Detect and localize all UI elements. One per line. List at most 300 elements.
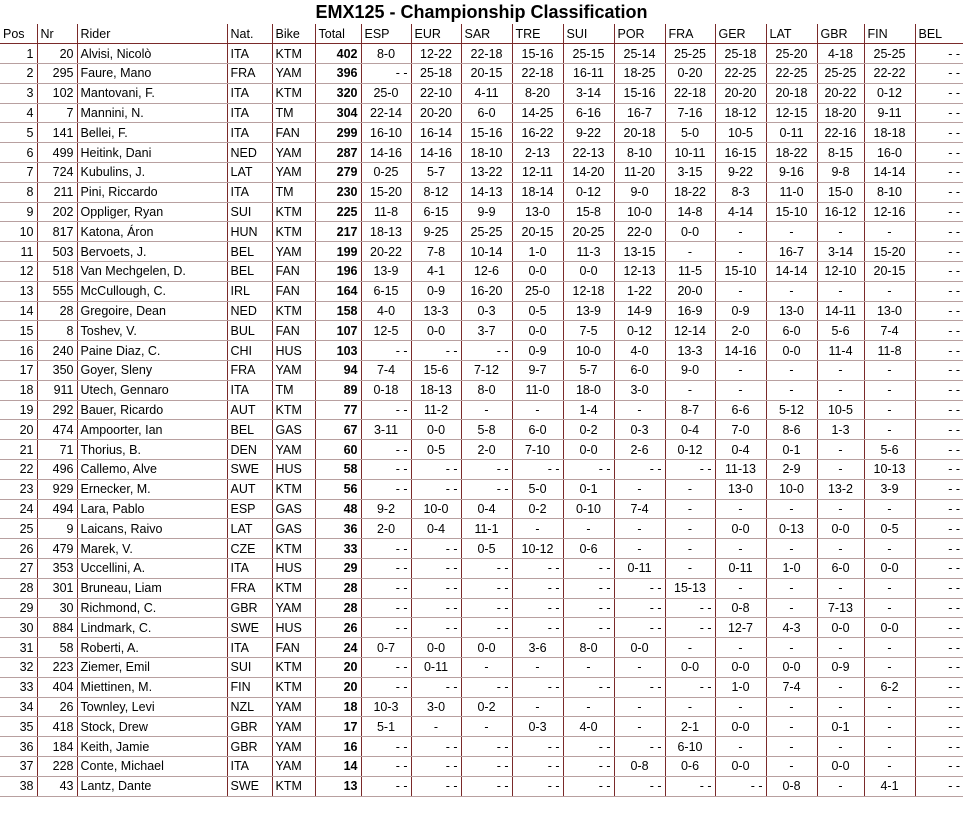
- result-cell-bel: - -: [915, 202, 963, 222]
- result-cell-por: 20-18: [614, 123, 665, 143]
- result-cell-ger: 2-0: [715, 321, 766, 341]
- result-cell-ger: -: [715, 281, 766, 301]
- result-cell-bel: - -: [915, 479, 963, 499]
- result-cell-sui: 9-22: [563, 123, 614, 143]
- result-cell-eur: - -: [411, 618, 461, 638]
- bike-cell: FAN: [272, 321, 315, 341]
- result-cell-bel: - -: [915, 618, 963, 638]
- result-cell-fin: -: [864, 717, 915, 737]
- result-cell-fra: 14-8: [665, 202, 715, 222]
- column-header-eur: EUR: [411, 24, 461, 44]
- column-header-gbr: GBR: [817, 24, 864, 44]
- result-cell-fin: -: [864, 222, 915, 242]
- column-header-bel: BEL: [915, 24, 963, 44]
- bike-cell: KTM: [272, 578, 315, 598]
- result-cell-bel: - -: [915, 64, 963, 84]
- table-row: [0, 420, 963, 440]
- number-cell: 7: [37, 103, 77, 123]
- result-cell-por: 6-0: [614, 361, 665, 381]
- table-row: [0, 262, 963, 282]
- bike-cell: TM: [272, 103, 315, 123]
- nationality-cell: LAT: [227, 519, 272, 539]
- nationality-cell: NED: [227, 143, 272, 163]
- result-cell-por: 22-0: [614, 222, 665, 242]
- result-cell-gbr: 6-0: [817, 559, 864, 579]
- result-cell-fin: 11-8: [864, 341, 915, 361]
- result-cell-ger: -: [715, 539, 766, 559]
- result-cell-por: -: [614, 400, 665, 420]
- result-cell-fra: 20-0: [665, 281, 715, 301]
- total-cell: 28: [315, 598, 361, 618]
- result-cell-eur: 0-11: [411, 658, 461, 678]
- column-header-fin: FIN: [864, 24, 915, 44]
- number-cell: 911: [37, 380, 77, 400]
- nationality-cell: NZL: [227, 697, 272, 717]
- result-cell-sar: - -: [461, 341, 512, 361]
- rider-cell: Bauer, Ricardo: [77, 400, 227, 420]
- bike-cell: FAN: [272, 281, 315, 301]
- result-cell-tre: 2-13: [512, 143, 563, 163]
- result-cell-ger: 25-18: [715, 44, 766, 64]
- position-cell: 14: [0, 301, 37, 321]
- result-cell-eur: 6-15: [411, 202, 461, 222]
- position-cell: 20: [0, 420, 37, 440]
- result-cell-gbr: -: [817, 361, 864, 381]
- table-row: [0, 44, 963, 64]
- result-cell-tre: - -: [512, 559, 563, 579]
- result-cell-sui: 14-20: [563, 163, 614, 183]
- position-cell: 27: [0, 559, 37, 579]
- result-cell-esp: - -: [361, 677, 411, 697]
- result-cell-esp: 16-10: [361, 123, 411, 143]
- result-cell-ger: 1-0: [715, 677, 766, 697]
- result-cell-lat: -: [766, 697, 817, 717]
- table-row: [0, 400, 963, 420]
- position-cell: 15: [0, 321, 37, 341]
- result-cell-ger: 22-25: [715, 64, 766, 84]
- result-cell-eur: 0-0: [411, 321, 461, 341]
- result-cell-ger: 18-12: [715, 103, 766, 123]
- result-cell-sar: - -: [461, 598, 512, 618]
- nationality-cell: GBR: [227, 598, 272, 618]
- result-cell-lat: -: [766, 717, 817, 737]
- bike-cell: KTM: [272, 776, 315, 796]
- bike-cell: HUS: [272, 460, 315, 480]
- result-cell-lat: 2-9: [766, 460, 817, 480]
- result-cell-ger: -: [715, 380, 766, 400]
- result-cell-eur: 20-20: [411, 103, 461, 123]
- position-cell: 4: [0, 103, 37, 123]
- result-cell-fin: 16-0: [864, 143, 915, 163]
- number-cell: 418: [37, 717, 77, 737]
- number-cell: 499: [37, 143, 77, 163]
- result-cell-esp: 3-11: [361, 420, 411, 440]
- number-cell: 479: [37, 539, 77, 559]
- nationality-cell: FIN: [227, 677, 272, 697]
- result-cell-tre: 11-0: [512, 380, 563, 400]
- result-cell-fin: -: [864, 658, 915, 678]
- result-cell-sar: - -: [461, 618, 512, 638]
- table-row: [0, 519, 963, 539]
- number-cell: 30: [37, 598, 77, 618]
- result-cell-lat: -: [766, 222, 817, 242]
- result-cell-eur: 22-10: [411, 83, 461, 103]
- result-cell-ger: -: [715, 737, 766, 757]
- result-cell-sar: - -: [461, 677, 512, 697]
- result-cell-tre: 15-16: [512, 44, 563, 64]
- number-cell: 929: [37, 479, 77, 499]
- result-cell-tre: 12-11: [512, 163, 563, 183]
- result-cell-sar: 16-20: [461, 281, 512, 301]
- result-cell-esp: - -: [361, 618, 411, 638]
- result-cell-tre: 6-0: [512, 420, 563, 440]
- result-cell-gbr: -: [817, 499, 864, 519]
- nationality-cell: ITA: [227, 123, 272, 143]
- result-cell-bel: - -: [915, 598, 963, 618]
- result-cell-bel: - -: [915, 776, 963, 796]
- result-cell-gbr: 18-20: [817, 103, 864, 123]
- result-cell-fin: 25-25: [864, 44, 915, 64]
- result-cell-ger: 15-10: [715, 262, 766, 282]
- table-row: [0, 598, 963, 618]
- nationality-cell: BEL: [227, 420, 272, 440]
- result-cell-fra: 0-6: [665, 756, 715, 776]
- result-cell-sar: - -: [461, 479, 512, 499]
- rider-cell: Roberti, A.: [77, 638, 227, 658]
- result-cell-esp: 11-8: [361, 202, 411, 222]
- result-cell-eur: 0-4: [411, 519, 461, 539]
- result-cell-esp: - -: [361, 756, 411, 776]
- position-cell: 18: [0, 380, 37, 400]
- number-cell: 494: [37, 499, 77, 519]
- rider-cell: Heitink, Dani: [77, 143, 227, 163]
- result-cell-tre: 1-0: [512, 242, 563, 262]
- result-cell-gbr: 0-1: [817, 717, 864, 737]
- position-cell: 30: [0, 618, 37, 638]
- result-cell-por: 15-16: [614, 83, 665, 103]
- result-cell-fin: 0-12: [864, 83, 915, 103]
- nationality-cell: IRL: [227, 281, 272, 301]
- result-cell-por: 14-9: [614, 301, 665, 321]
- result-cell-esp: 0-18: [361, 380, 411, 400]
- result-cell-fin: 20-15: [864, 262, 915, 282]
- result-cell-tre: 14-25: [512, 103, 563, 123]
- bike-cell: YAM: [272, 697, 315, 717]
- result-cell-lat: 14-14: [766, 262, 817, 282]
- result-cell-fra: 6-10: [665, 737, 715, 757]
- result-cell-esp: 22-14: [361, 103, 411, 123]
- rider-cell: Richmond, C.: [77, 598, 227, 618]
- number-cell: 301: [37, 578, 77, 598]
- number-cell: 9: [37, 519, 77, 539]
- result-cell-fra: -: [665, 638, 715, 658]
- total-cell: 33: [315, 539, 361, 559]
- result-cell-gbr: 14-11: [817, 301, 864, 321]
- result-cell-lat: -: [766, 380, 817, 400]
- result-cell-fin: 0-0: [864, 559, 915, 579]
- result-cell-lat: -: [766, 756, 817, 776]
- result-cell-fra: 3-15: [665, 163, 715, 183]
- total-cell: 94: [315, 361, 361, 381]
- result-cell-gbr: -: [817, 776, 864, 796]
- result-cell-lat: 15-10: [766, 202, 817, 222]
- result-cell-tre: - -: [512, 598, 563, 618]
- result-cell-fra: - -: [665, 598, 715, 618]
- bike-cell: GAS: [272, 519, 315, 539]
- number-cell: 724: [37, 163, 77, 183]
- result-cell-sar: 0-5: [461, 539, 512, 559]
- result-cell-eur: 5-7: [411, 163, 461, 183]
- rider-cell: Keith, Jamie: [77, 737, 227, 757]
- result-cell-tre: 10-12: [512, 539, 563, 559]
- result-cell-tre: 7-10: [512, 440, 563, 460]
- table-row: [0, 499, 963, 519]
- position-cell: 26: [0, 539, 37, 559]
- number-cell: 202: [37, 202, 77, 222]
- result-cell-fin: -: [864, 697, 915, 717]
- result-cell-fin: -: [864, 400, 915, 420]
- result-cell-eur: 9-25: [411, 222, 461, 242]
- position-cell: 25: [0, 519, 37, 539]
- number-cell: 817: [37, 222, 77, 242]
- rider-cell: Faure, Mano: [77, 64, 227, 84]
- result-cell-por: 13-15: [614, 242, 665, 262]
- result-cell-lat: -: [766, 638, 817, 658]
- result-cell-sui: 10-0: [563, 341, 614, 361]
- result-cell-sar: 0-0: [461, 638, 512, 658]
- total-cell: 16: [315, 737, 361, 757]
- result-cell-por: -: [614, 697, 665, 717]
- result-cell-esp: 10-3: [361, 697, 411, 717]
- nationality-cell: ITA: [227, 44, 272, 64]
- result-cell-sui: - -: [563, 737, 614, 757]
- result-cell-esp: - -: [361, 578, 411, 598]
- rider-cell: Lindmark, C.: [77, 618, 227, 638]
- bike-cell: FAN: [272, 123, 315, 143]
- result-cell-esp: - -: [361, 479, 411, 499]
- rider-cell: Ziemer, Emil: [77, 658, 227, 678]
- result-cell-tre: - -: [512, 737, 563, 757]
- nationality-cell: FRA: [227, 578, 272, 598]
- result-cell-por: 18-25: [614, 64, 665, 84]
- result-cell-bel: - -: [915, 499, 963, 519]
- result-cell-esp: - -: [361, 460, 411, 480]
- total-cell: 304: [315, 103, 361, 123]
- result-cell-fra: -: [665, 380, 715, 400]
- number-cell: 71: [37, 440, 77, 460]
- table-row: [0, 776, 963, 796]
- result-cell-sui: 20-25: [563, 222, 614, 242]
- result-cell-fra: - -: [665, 677, 715, 697]
- result-cell-sar: - -: [461, 776, 512, 796]
- result-cell-gbr: 4-18: [817, 44, 864, 64]
- result-cell-tre: 8-20: [512, 83, 563, 103]
- nationality-cell: DEN: [227, 440, 272, 460]
- nationality-cell: SWE: [227, 618, 272, 638]
- result-cell-fin: -: [864, 756, 915, 776]
- result-cell-gbr: 12-10: [817, 262, 864, 282]
- result-cell-por: 1-22: [614, 281, 665, 301]
- result-cell-fin: -: [864, 281, 915, 301]
- result-cell-bel: - -: [915, 361, 963, 381]
- result-cell-por: -: [614, 479, 665, 499]
- nationality-cell: NED: [227, 301, 272, 321]
- result-cell-sui: 4-0: [563, 717, 614, 737]
- result-cell-bel: - -: [915, 321, 963, 341]
- total-cell: 56: [315, 479, 361, 499]
- result-cell-eur: 7-8: [411, 242, 461, 262]
- result-cell-sar: - -: [461, 578, 512, 598]
- nationality-cell: ITA: [227, 103, 272, 123]
- nationality-cell: CZE: [227, 539, 272, 559]
- result-cell-lat: -: [766, 598, 817, 618]
- result-cell-por: 2-6: [614, 440, 665, 460]
- result-cell-bel: - -: [915, 737, 963, 757]
- total-cell: 299: [315, 123, 361, 143]
- result-cell-fra: 22-18: [665, 83, 715, 103]
- number-cell: 184: [37, 737, 77, 757]
- result-cell-sui: 0-0: [563, 440, 614, 460]
- nationality-cell: ESP: [227, 499, 272, 519]
- result-cell-sui: - -: [563, 598, 614, 618]
- result-cell-sui: 6-16: [563, 103, 614, 123]
- result-cell-eur: 14-16: [411, 143, 461, 163]
- bike-cell: YAM: [272, 143, 315, 163]
- rider-cell: Pini, Riccardo: [77, 182, 227, 202]
- result-cell-sui: 18-0: [563, 380, 614, 400]
- result-cell-sui: 22-13: [563, 143, 614, 163]
- table-row: [0, 103, 963, 123]
- rider-cell: Miettinen, M.: [77, 677, 227, 697]
- result-cell-lat: 5-12: [766, 400, 817, 420]
- number-cell: 43: [37, 776, 77, 796]
- result-cell-sui: 5-7: [563, 361, 614, 381]
- result-cell-sar: 7-12: [461, 361, 512, 381]
- bike-cell: KTM: [272, 222, 315, 242]
- result-cell-fra: -: [665, 539, 715, 559]
- result-cell-ger: 0-0: [715, 717, 766, 737]
- result-cell-sui: 15-8: [563, 202, 614, 222]
- result-cell-ger: 11-13: [715, 460, 766, 480]
- column-header-bike: Bike: [272, 24, 315, 44]
- result-cell-sui: 0-6: [563, 539, 614, 559]
- result-cell-lat: -: [766, 539, 817, 559]
- bike-cell: YAM: [272, 361, 315, 381]
- total-cell: 320: [315, 83, 361, 103]
- result-cell-ger: -: [715, 638, 766, 658]
- result-cell-lat: 0-0: [766, 341, 817, 361]
- result-cell-ger: 0-0: [715, 658, 766, 678]
- result-cell-ger: -: [715, 361, 766, 381]
- result-cell-lat: 8-6: [766, 420, 817, 440]
- result-cell-gbr: 20-22: [817, 83, 864, 103]
- result-cell-tre: 18-14: [512, 182, 563, 202]
- table-row: [0, 83, 963, 103]
- result-cell-fra: 8-7: [665, 400, 715, 420]
- nationality-cell: AUT: [227, 479, 272, 499]
- result-cell-gbr: 22-16: [817, 123, 864, 143]
- nationality-cell: AUT: [227, 400, 272, 420]
- total-cell: 164: [315, 281, 361, 301]
- result-cell-sui: 1-4: [563, 400, 614, 420]
- page-title: EMX125 - Championship Classification: [315, 2, 648, 22]
- rider-cell: Conte, Michael: [77, 756, 227, 776]
- result-cell-esp: 4-0: [361, 301, 411, 321]
- position-cell: 5: [0, 123, 37, 143]
- result-cell-por: 8-10: [614, 143, 665, 163]
- result-cell-por: 10-0: [614, 202, 665, 222]
- bike-cell: YAM: [272, 64, 315, 84]
- result-cell-bel: - -: [915, 697, 963, 717]
- result-cell-eur: 15-6: [411, 361, 461, 381]
- result-cell-tre: 3-6: [512, 638, 563, 658]
- total-cell: 396: [315, 64, 361, 84]
- result-cell-bel: - -: [915, 756, 963, 776]
- result-cell-eur: 0-0: [411, 638, 461, 658]
- number-cell: 28: [37, 301, 77, 321]
- result-cell-eur: - -: [411, 460, 461, 480]
- result-cell-tre: 13-0: [512, 202, 563, 222]
- number-cell: 211: [37, 182, 77, 202]
- result-cell-fra: - -: [665, 460, 715, 480]
- result-cell-fin: 0-5: [864, 519, 915, 539]
- result-cell-sui: 11-3: [563, 242, 614, 262]
- result-cell-tre: -: [512, 400, 563, 420]
- column-header-ger: GER: [715, 24, 766, 44]
- result-cell-eur: 0-0: [411, 420, 461, 440]
- position-cell: 35: [0, 717, 37, 737]
- position-cell: 28: [0, 578, 37, 598]
- rider-cell: Van Mechgelen, D.: [77, 262, 227, 282]
- result-cell-lat: 11-0: [766, 182, 817, 202]
- result-cell-por: 0-0: [614, 638, 665, 658]
- result-cell-sar: 25-25: [461, 222, 512, 242]
- result-cell-bel: - -: [915, 163, 963, 183]
- bike-cell: FAN: [272, 262, 315, 282]
- result-cell-lat: -: [766, 361, 817, 381]
- result-cell-por: - -: [614, 460, 665, 480]
- result-cell-fin: -: [864, 420, 915, 440]
- result-cell-lat: 13-0: [766, 301, 817, 321]
- table-row: [0, 321, 963, 341]
- result-cell-lat: 0-11: [766, 123, 817, 143]
- nationality-cell: ITA: [227, 182, 272, 202]
- rider-cell: Mannini, N.: [77, 103, 227, 123]
- rider-cell: Alvisi, Nicolò: [77, 44, 227, 64]
- result-cell-sui: 0-12: [563, 182, 614, 202]
- position-cell: 24: [0, 499, 37, 519]
- result-cell-por: 16-7: [614, 103, 665, 123]
- result-cell-lat: 12-15: [766, 103, 817, 123]
- result-cell-eur: - -: [411, 677, 461, 697]
- bike-cell: HUS: [272, 341, 315, 361]
- number-cell: 8: [37, 321, 77, 341]
- table-row: [0, 559, 963, 579]
- result-cell-fin: 9-11: [864, 103, 915, 123]
- result-cell-fin: 18-18: [864, 123, 915, 143]
- result-cell-fin: -: [864, 598, 915, 618]
- total-cell: 13: [315, 776, 361, 796]
- result-cell-por: 3-0: [614, 380, 665, 400]
- bike-cell: KTM: [272, 677, 315, 697]
- result-cell-lat: 0-8: [766, 776, 817, 796]
- result-cell-tre: 25-0: [512, 281, 563, 301]
- column-header-sui: SUI: [563, 24, 614, 44]
- result-cell-bel: - -: [915, 559, 963, 579]
- result-cell-sui: - -: [563, 618, 614, 638]
- result-cell-fra: 11-5: [665, 262, 715, 282]
- number-cell: 474: [37, 420, 77, 440]
